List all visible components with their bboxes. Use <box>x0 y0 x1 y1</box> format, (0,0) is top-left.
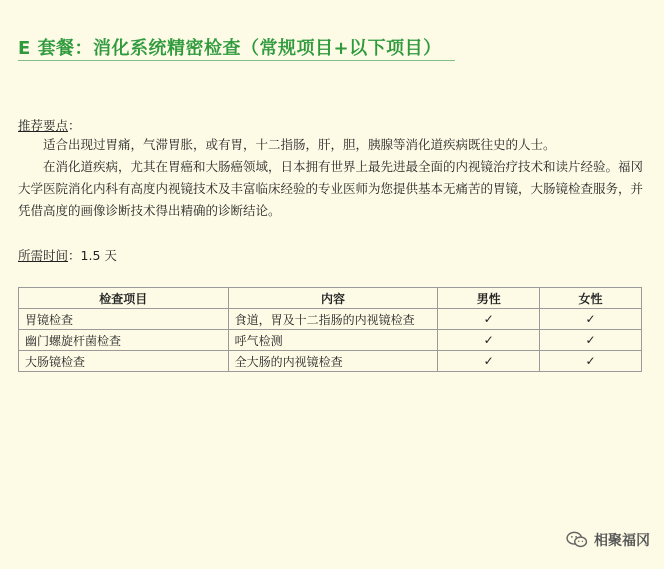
recommend-label <box>18 116 81 134</box>
header-item: 检查项目 <box>19 288 229 309</box>
watermark-text: 相聚福冈 <box>594 533 650 549</box>
header-content: 内容 <box>228 288 438 309</box>
row-item: 胃镜检查 <box>19 309 229 330</box>
wechat-icon <box>566 531 588 549</box>
exam-table <box>18 287 642 372</box>
header-male: 男性 <box>438 288 540 309</box>
recommend-paragraph-2: 在消化道疾病，尤其在胃癌和大肠癌领域，日本拥有世界上最先进最全面的内视镜治疗技术和读片经验。福冈大学医院消化内科有高度内视镜技术及丰富临床经验的专业医师为您提供基本无痛苦的胃镜，大肠镜检查服务，并凭借高度的画像诊断技术得出精确的诊断结论。 <box>18 159 644 218</box>
row-female-check: ✓ <box>540 330 642 351</box>
row-female-check: ✓ <box>540 351 642 372</box>
table-header-row <box>19 288 642 309</box>
row-item: 大肠镜检查 <box>19 351 229 372</box>
row-item: 幽门螺旋杆菌检查 <box>19 330 229 351</box>
row-content: 全大肠的内视镜检查 <box>228 351 438 372</box>
recommend-label-colon: ： <box>68 118 81 133</box>
recommend-label-text: 推荐要点 <box>18 118 69 133</box>
table-row <box>19 330 642 351</box>
table-row <box>19 309 642 330</box>
row-female-check: ✓ <box>540 309 642 330</box>
row-content: 食道，胃及十二指肠的内视镜检查 <box>228 309 438 330</box>
row-male-check: ✓ <box>438 330 540 351</box>
duration-line <box>18 246 117 264</box>
watermark <box>566 530 650 550</box>
duration-value: ：1.5 天 <box>68 248 117 263</box>
row-male-check: ✓ <box>438 309 540 330</box>
table-row <box>19 351 642 372</box>
package-title: E 套餐：消化系统精密检查（常规项目+以下项目） <box>18 38 442 59</box>
title-underline <box>18 60 455 61</box>
recommend-paragraph-1: 适合出现过胃痛，气滞胃胀，或有胃，十二指肠，肝，胆，胰腺等消化道疾病既往史的人士。 <box>43 137 556 152</box>
duration-label: 所需时间 <box>18 248 69 263</box>
row-male-check: ✓ <box>438 351 540 372</box>
header-female: 女性 <box>540 288 642 309</box>
row-content: 呼气检测 <box>228 330 438 351</box>
